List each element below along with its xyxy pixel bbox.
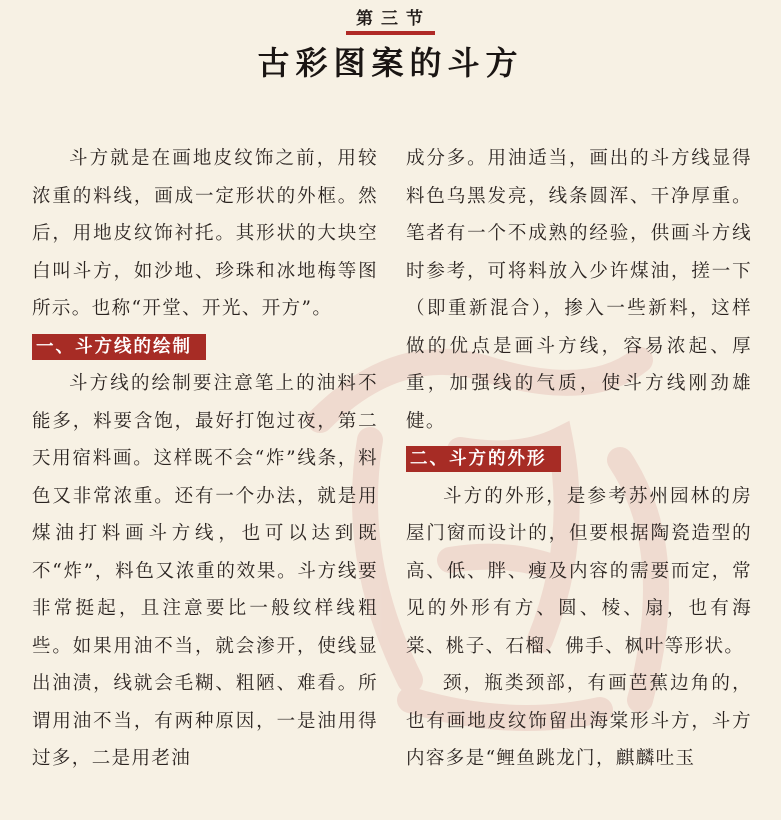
right-column	[406, 140, 752, 778]
paragraph-continued: 成分多。用油适当，画出的斗方线显得料色乌黑发亮，线条圆浑、干净厚重。笔者有一个不成熟的经验，供画斗方线时参考，可将料放入少许煤油，搓一下（即重新混合），掺入一些新料，这样做的优点是画斗方线，容易浓起、厚重，加强线的气质，使斗方线刚劲雄健。	[406, 148, 752, 432]
paragraph-shape: 斗方的外形，是参考苏州园林的房屋门窗而设计的，但要根据陶瓷造型的高、低、胖、瘦及内容的需要而定，常见的外形有方、圆、棱、扇，也有海棠、桃子、石榴、佛手、枫叶等形状。	[406, 485, 752, 657]
heading-wrap-2	[406, 440, 752, 478]
chapter-title: 古彩图案的斗方	[257, 44, 524, 82]
section-label-text: 第三节	[346, 4, 435, 35]
paragraph-line-drawing: 斗方线的绘制要注意笔上的油料不能多，料要含饱，最好打饱过夜，第二天用宿料画。这样既不会“炸”线条，料色又非常浓重。还有一个办法，就是用煤油打料画斗方线，也可以达到既不“炸”，料色又浓重的效果。斗方线要非常挺起，且注意要比一般纹样线粗些。如果用油不当，就会渗开，使线显出油渍，线就会毛糊、粗陋、难看。所谓用油不当，有两种原因，一是油用得过多，二是用老油	[32, 373, 378, 769]
paragraph-neck: 颈，瓶类颈部，有画芭蕉边角的，也有画地皮纹饰留出海棠形斗方，斗方内容多是“鲤鱼跳龙门，麒麟吐玉	[406, 673, 752, 769]
section-heading-2: 二、斗方的外形	[406, 446, 561, 472]
heading-wrap-1	[32, 328, 378, 366]
left-column	[32, 140, 378, 778]
section-heading-1: 一、斗方线的绘制	[32, 334, 206, 360]
paragraph-intro: 斗方就是在画地皮纹饰之前，用较浓重的料线，画成一定形状的外框。然后，用地皮纹饰衬托。其形状的大块空白叫斗方，如沙地、珍珠和冰地梅等图所示。也称“开堂、开光、开方”。	[32, 148, 378, 319]
section-label	[0, 4, 781, 35]
